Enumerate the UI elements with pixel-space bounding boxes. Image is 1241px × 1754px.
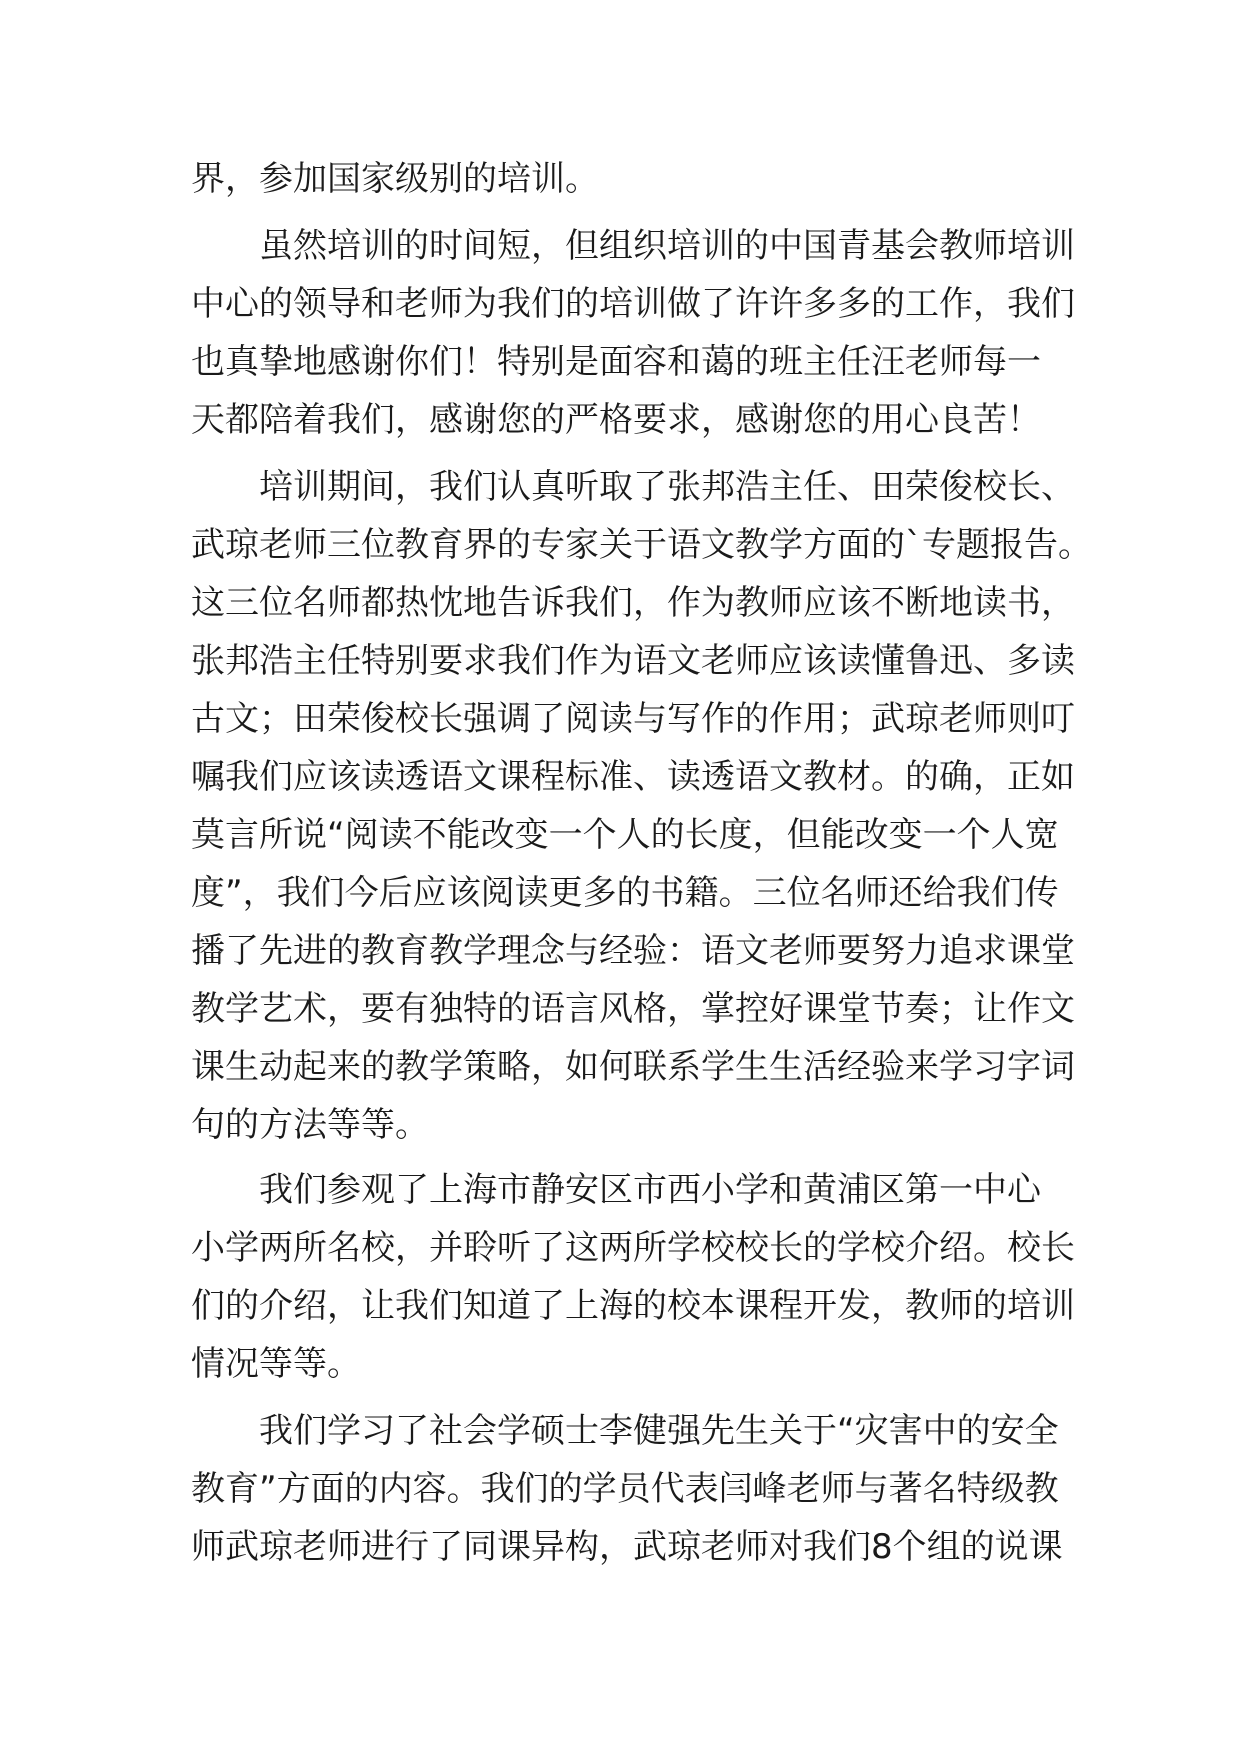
text-line: 们的介绍，让我们知道了上海的校本课程开发，教师的培训: [191, 1286, 1075, 1326]
text-line: 师武琼老师进行了同课异构，武琼老师对我们8个组的说课: [191, 1527, 1063, 1567]
text-line: 我们参观了上海市静安区市西小学和黄浦区第一中心: [259, 1170, 1041, 1210]
text-line: 张邦浩主任特别要求我们作为语文老师应该读懂鲁迅、多读: [191, 641, 1075, 681]
text-line: 武琼老师三位教育界的专家关于语文教学方面的`专题报告。: [191, 525, 1092, 565]
text-line: 我们学习了社会学硕士李健强先生关于“灾害中的安全: [259, 1411, 1059, 1451]
text-line: 莫言所说“阅读不能改变一个人的长度，但能改变一个人宽: [191, 815, 1059, 855]
text-line: 古文；田荣俊校长强调了阅读与写作的作用；武琼老师则叮: [191, 699, 1075, 739]
text-line: 嘱我们应该读透语文课程标准、读透语文教材。的确，正如: [191, 757, 1075, 797]
text-line: 中心的领导和老师为我们的培训做了许许多多的工作，我们: [191, 284, 1075, 324]
text-line: 小学两所名校，并聆听了这两所学校校长的学校介绍。校长: [191, 1228, 1075, 1268]
text-line: 也真挚地感谢你们！特别是面容和蔼的班主任汪老师每一: [191, 342, 1041, 382]
text-line: 天都陪着我们，感谢您的严格要求，感谢您的用心良苦！: [191, 400, 1041, 440]
text-line: 这三位名师都热忱地告诉我们，作为教师应该不断地读书，: [191, 583, 1075, 623]
text-line: 情况等等。: [191, 1344, 361, 1384]
text-line: 句的方法等等。: [191, 1105, 429, 1145]
text-line: 虽然培训的时间短，但组织培训的中国青基会教师培训: [259, 226, 1075, 266]
text-line: 播了先进的教育教学理念与经验：语文老师要努力追求课堂: [191, 931, 1075, 971]
text-line: 课生动起来的教学策略，如何联系学生生活经验来学习字词: [191, 1047, 1075, 1087]
text-line: 教育”方面的内容。我们的学员代表闫峰老师与著名特级教: [191, 1469, 1059, 1509]
text-line: 培训期间，我们认真听取了张邦浩主任、田荣俊校长、: [259, 467, 1075, 507]
text-line: 界，参加国家级别的培训。: [191, 159, 599, 199]
text-line: 教学艺术，要有独特的语言风格，掌控好课堂节奏；让作文: [191, 989, 1075, 1029]
text-line: 度”，我们今后应该阅读更多的书籍。三位名师还给我们传: [191, 873, 1059, 913]
